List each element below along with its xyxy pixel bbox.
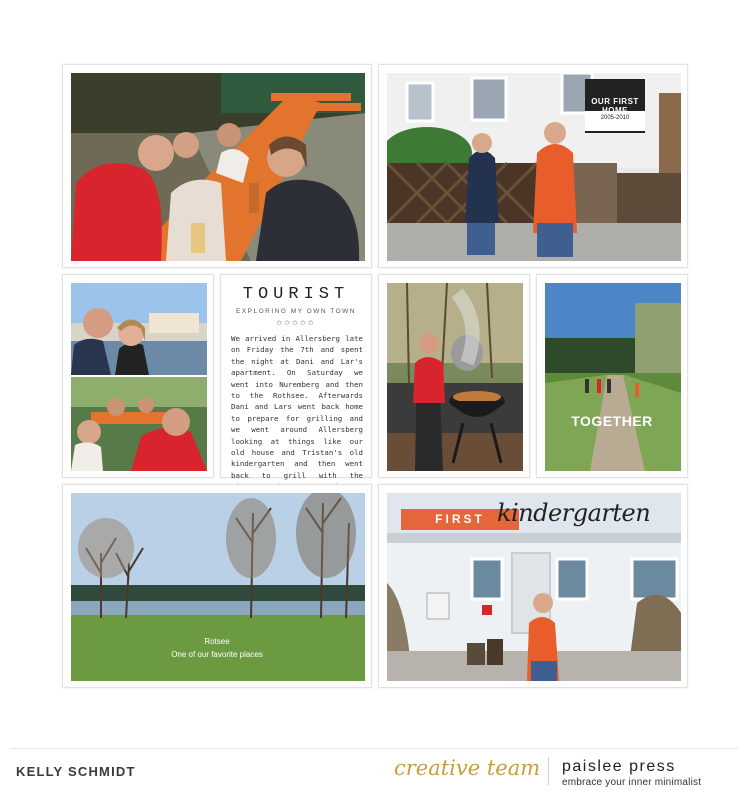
photo-card-kindergarten bbox=[378, 484, 688, 688]
footer-vertical-divider bbox=[548, 757, 549, 785]
first-label: FIRST bbox=[401, 509, 519, 530]
author-name: KELLY SCHMIDT bbox=[16, 764, 136, 779]
photo-card-beer-garden bbox=[62, 64, 372, 268]
badge-year-strip bbox=[585, 111, 645, 131]
rotsee-caption-line1: Rotsee bbox=[204, 637, 230, 646]
selfie-photo-bottom bbox=[71, 377, 207, 471]
creative-team-label: creative team bbox=[394, 756, 541, 780]
rotsee-caption bbox=[63, 635, 371, 661]
journal-card-tourist bbox=[220, 274, 372, 478]
grilling-photo bbox=[387, 283, 523, 471]
photo-card-selfies bbox=[62, 274, 214, 478]
kindergarten-script: kindergarten bbox=[497, 499, 651, 527]
tourist-body: We arrived in Allersberg late on Friday the 7th and spent the night at Dani and Lar's apartment. On Saturday we went into Nuremberg and then to the Rothsee. Afterwards Dani and Lars went back home to prepare for grilling and we went around Allersberg looking at things like our old house and Tristan's old kindergarten and then went back to grill with the bbox=[231, 334, 363, 480]
photo-card-first-home bbox=[378, 64, 688, 268]
selfie-photo-top bbox=[71, 283, 207, 375]
brand-tagline: embrace your inner minimalist bbox=[562, 777, 702, 788]
badge-years: 2005-2010 bbox=[600, 115, 630, 121]
tourist-stars: ✩✩✩✩✩ bbox=[276, 320, 316, 327]
photo-card-rotsee bbox=[62, 484, 372, 688]
together-label: TOGETHER bbox=[571, 413, 653, 429]
tourist-title: TOURIST bbox=[242, 285, 350, 304]
beer-garden-photo bbox=[71, 73, 365, 261]
tourist-subtitle: EXPLORING MY OWN TOWN bbox=[236, 308, 356, 315]
footer-divider bbox=[10, 748, 738, 749]
together-photo bbox=[545, 283, 681, 471]
photo-card-together bbox=[536, 274, 688, 478]
badge-title: OUR FIRST bbox=[591, 97, 639, 106]
photo-card-grilling bbox=[378, 274, 530, 478]
brand-name: paislee press bbox=[562, 758, 676, 775]
rotsee-caption-line2: One of our favorite places bbox=[171, 650, 263, 659]
